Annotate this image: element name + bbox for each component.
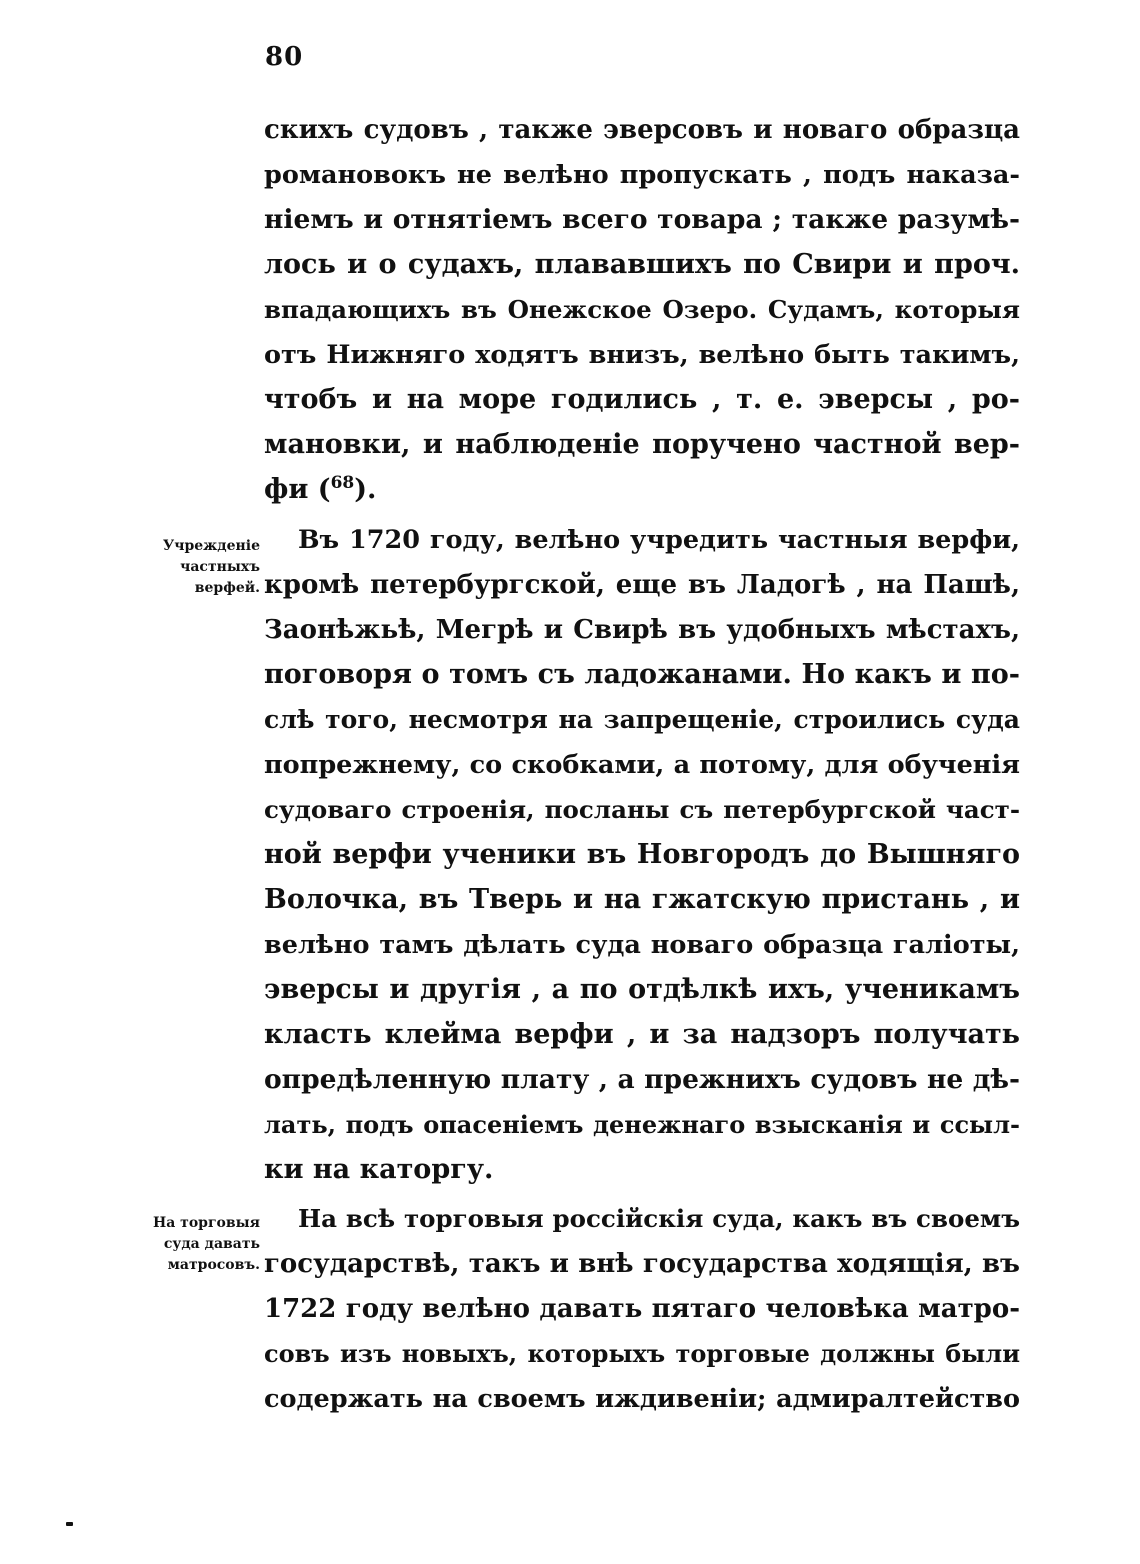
margin-note	[153, 1213, 260, 1276]
margin-note-line: На торговыя	[153, 1215, 260, 1231]
margin-note-line: суда давать	[163, 1236, 260, 1252]
text-line: 1722 году велѣно давать пятаго человѣка матро-	[264, 1294, 1020, 1324]
text-line: совъ изъ новыхъ, которыхъ торговые должны были	[264, 1339, 1020, 1368]
text-line: ніемъ и отнятіемъ всего товара ; также разумѣ-	[264, 204, 1020, 235]
scan-speck	[66, 1522, 73, 1526]
margin-note	[163, 536, 260, 599]
text-line: лать, подъ опасеніемъ денежнаго взысканія и ссыл-	[264, 1110, 1020, 1139]
text-line: Заонѣжьѣ, Мегрѣ и Свирѣ въ удобныхъ мѣстахъ,	[264, 615, 1020, 645]
text-line: мановки, и наблюденіе поручено частной вер-	[264, 429, 1020, 460]
text-line: впадающихъ въ Онежское Озеро. Судамъ, которыя	[264, 295, 1020, 324]
text-line	[264, 467, 1020, 513]
text-line: На всѣ торговыя россійскія суда, какъ въ своемъ	[298, 1204, 1020, 1233]
text-line: государствѣ, такъ и внѣ государства ходящія, въ	[264, 1249, 1020, 1279]
text-line: попрежнему, со скобками, а потому, для обученія	[264, 750, 1020, 780]
text-line: ной верфи ученики въ Новгородъ до Вышняго	[264, 839, 1020, 870]
text-line: поговоря о томъ съ ладожанами. Но какъ и по-	[264, 659, 1020, 690]
text-line: ки на каторгу.	[264, 1154, 494, 1185]
text-line: слѣ того, несмотря на запрещеніе, строились суда	[264, 705, 1020, 734]
text-line: чтобъ и на море годились , т. е. эверсы , ро-	[264, 384, 1020, 415]
text-line: опредѣленную плату , а прежнихъ судовъ не дѣ-	[264, 1064, 1020, 1095]
text-line: отъ Нижняго ходятъ внизъ, велѣно быть такимъ,	[264, 340, 1020, 370]
text-line: класть клейма верфи , и за надзоръ получать	[264, 1019, 1020, 1050]
text-line: велѣно тамъ дѣлать суда новаго образца галіоты,	[264, 930, 1020, 960]
text-fragment: ).	[354, 474, 377, 505]
margin-note-line: Учрежденіе	[162, 538, 260, 554]
text-line: кромѣ петербургской, еще въ Ладогѣ , на Пашѣ,	[264, 570, 1020, 600]
text-line: скихъ судовъ , также эверсовъ и новаго образца	[264, 115, 1020, 145]
text-fragment: фи (	[264, 474, 331, 505]
margin-note-line: матросовъ.	[167, 1257, 260, 1273]
footnote-reference: 68	[330, 473, 355, 493]
text-line: содержать на своемъ иждивеніи; адмиралтейство	[264, 1384, 1020, 1414]
text-line: судоваго строенія, посланы съ петербургской част-	[264, 795, 1020, 824]
text-line: Въ 1720 году, велѣно учредить частныя верфи,	[298, 525, 1020, 555]
text-line: романовокъ не велѣно пропускать , подъ наказа-	[264, 160, 1020, 190]
page-number: 80	[265, 42, 304, 72]
text-line: эверсы и другія , а по отдѣлкѣ ихъ, ученикамъ	[264, 974, 1020, 1005]
text-line: лось и о судахъ, плававшихъ по Свири и проч.	[264, 249, 1020, 280]
margin-note-line: частныхъ	[180, 559, 260, 575]
text-line: Волочка, въ Тверь и на гжатскую пристань , и	[264, 884, 1020, 915]
margin-note-line: верфей.	[194, 580, 260, 596]
